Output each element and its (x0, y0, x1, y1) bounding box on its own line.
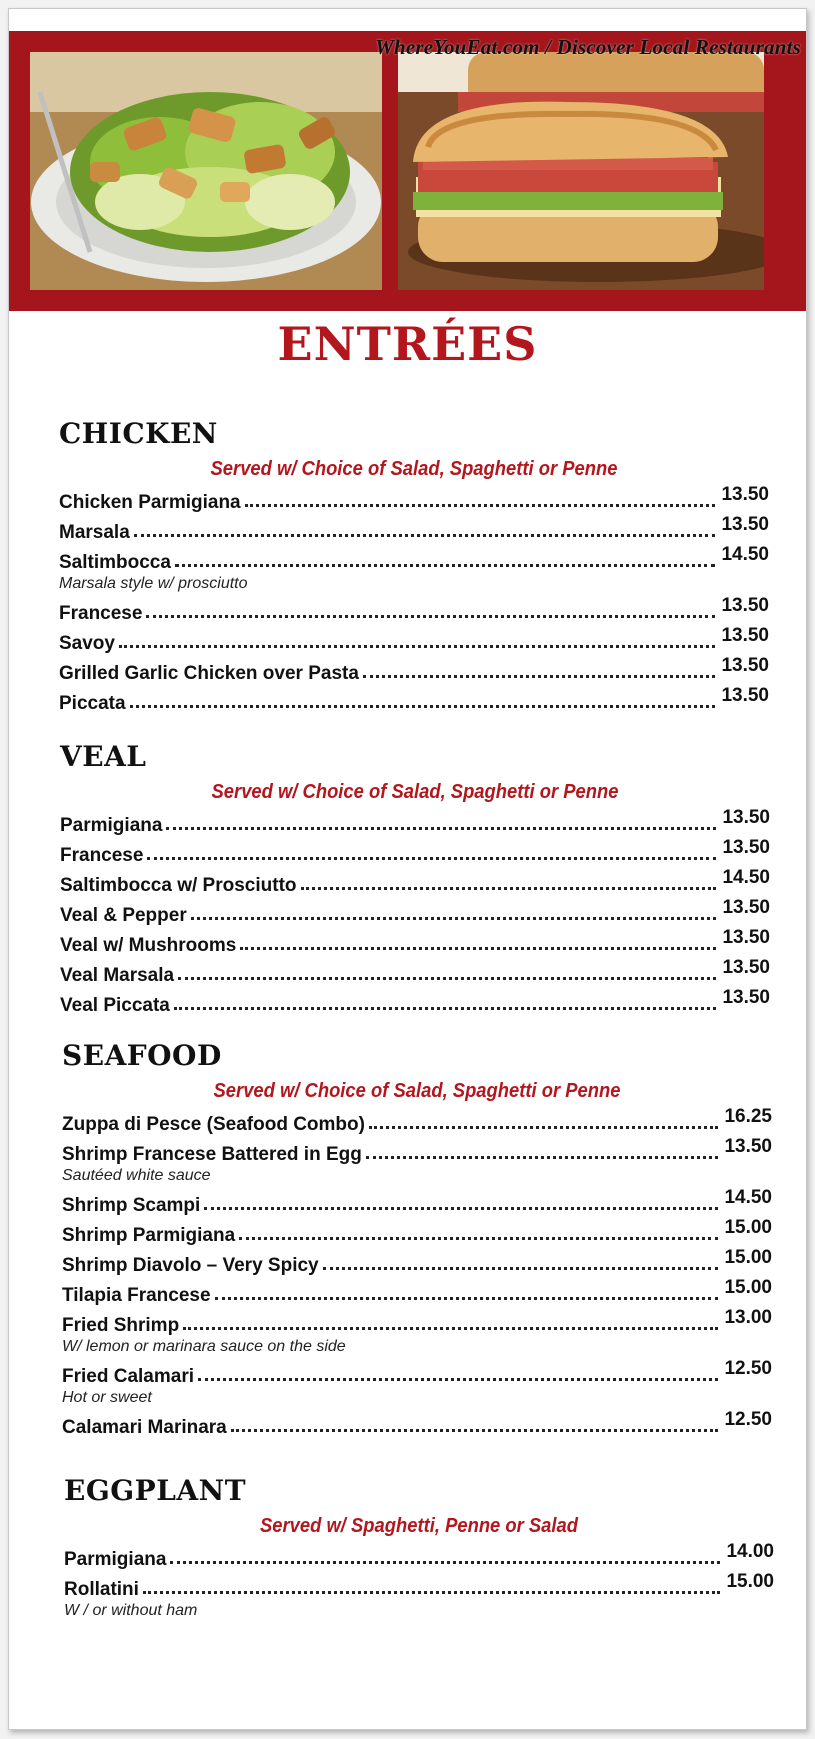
section-heading: VEAL (60, 740, 147, 773)
item-name: Veal Marsala (60, 965, 175, 986)
leader-dots (301, 887, 717, 890)
item-price: 14.50 (722, 867, 770, 888)
menu-item (64, 1541, 774, 1571)
item-price: 12.50 (724, 1358, 772, 1379)
item-name: Rollatini (64, 1579, 139, 1600)
menu-item (59, 625, 769, 655)
leader-dots (204, 1207, 718, 1210)
leader-dots (119, 645, 715, 648)
item-price: 13.50 (721, 595, 769, 616)
item-name: Parmigiana (64, 1549, 167, 1570)
item-price: 13.50 (722, 807, 770, 828)
item-price: 14.50 (724, 1187, 772, 1208)
leader-dots (183, 1327, 718, 1330)
item-price: 13.50 (721, 685, 769, 706)
item-name: Marsala (59, 522, 130, 543)
item-price: 15.00 (724, 1247, 772, 1268)
item-name: Francese (59, 603, 143, 624)
item-name: Fried Shrimp (62, 1315, 180, 1336)
item-name: Calamari Marinara (62, 1417, 227, 1438)
item-price: 12.50 (724, 1409, 772, 1430)
item-price: 16.25 (724, 1106, 772, 1127)
item-name: Shrimp Scampi (62, 1195, 201, 1216)
leader-dots (147, 857, 716, 860)
item-name: Fried Calamari (62, 1366, 194, 1387)
menu-item (62, 1247, 772, 1277)
item-name: Francese (60, 845, 144, 866)
menu-item (62, 1277, 772, 1307)
item-price: 14.00 (726, 1541, 774, 1562)
menu-item (60, 867, 770, 897)
item-name: Saltimbocca (59, 552, 171, 573)
menu-item (60, 927, 770, 957)
item-name: Shrimp Francese Battered in Egg (62, 1144, 362, 1165)
leader-dots (166, 827, 716, 830)
item-price: 13.50 (722, 987, 770, 1008)
menu-item (62, 1187, 772, 1217)
item-name: Shrimp Parmigiana (62, 1225, 236, 1246)
leader-dots (175, 564, 716, 567)
item-price: 13.50 (724, 1136, 772, 1157)
leader-dots (178, 977, 716, 980)
item-name: Veal & Pepper (60, 905, 187, 926)
menu-item (59, 685, 769, 715)
section-chicken (59, 414, 769, 715)
item-note: W / or without ham (64, 1602, 198, 1619)
item-price: 15.00 (724, 1277, 772, 1298)
page-title: ENTRÉES (277, 317, 538, 371)
item-price: 13.50 (721, 655, 769, 676)
caesar-salad-photo (30, 52, 382, 290)
item-name: Parmigiana (60, 815, 163, 836)
leader-dots (215, 1297, 719, 1300)
leader-dots (198, 1378, 718, 1381)
menu-item (60, 807, 770, 837)
item-name: Veal Piccata (60, 995, 170, 1016)
item-price: 13.00 (724, 1307, 772, 1328)
leader-dots (239, 1237, 718, 1240)
item-note: W/ lemon or marinara sauce on the side (62, 1338, 346, 1355)
item-name: Shrimp Diavolo – Very Spicy (62, 1255, 319, 1276)
leader-dots (146, 615, 715, 618)
leader-dots (231, 1429, 719, 1432)
menu-item (59, 484, 769, 514)
item-name: Zuppa di Pesce (Seafood Combo) (62, 1114, 365, 1135)
item-name: Tilapia Francese (62, 1285, 211, 1306)
item-name: Grilled Garlic Chicken over Pasta (59, 663, 359, 684)
menu-item (60, 837, 770, 867)
leader-dots (323, 1267, 719, 1270)
menu-item (62, 1217, 772, 1247)
item-price: 15.00 (724, 1217, 772, 1238)
item-name: Savoy (59, 633, 115, 654)
menu-item (62, 1307, 772, 1337)
menu-item (60, 897, 770, 927)
leader-dots (134, 534, 716, 537)
menu-item (62, 1358, 772, 1388)
leader-dots (130, 705, 716, 708)
leader-dots (240, 947, 716, 950)
leader-dots (143, 1591, 721, 1594)
menu-item (64, 1571, 774, 1601)
leader-dots (245, 504, 716, 507)
item-note: Sautéed white sauce (62, 1167, 211, 1184)
item-price: 15.00 (726, 1571, 774, 1592)
menu-item (59, 514, 769, 544)
menu-item (60, 987, 770, 1017)
menu-item (62, 1136, 772, 1166)
item-price: 13.50 (721, 514, 769, 535)
item-price: 13.50 (722, 957, 770, 978)
item-name: Chicken Parmigiana (59, 492, 241, 513)
menu-item (59, 655, 769, 685)
leader-dots (369, 1126, 718, 1129)
menu-item (59, 544, 769, 574)
sub-sandwich-photo (398, 52, 764, 290)
item-note: Marsala style w/ prosciutto (59, 575, 248, 592)
section-heading: SEAFOOD (62, 1039, 222, 1072)
watermark: WhereYouEat.com / Discover Local Restaurants (375, 35, 801, 59)
leader-dots (170, 1561, 720, 1564)
section-heading: CHICKEN (59, 417, 218, 450)
section-seafood (62, 1036, 772, 1439)
item-name: Veal w/ Mushrooms (60, 935, 237, 956)
item-price: 13.50 (722, 897, 770, 918)
header-banner (9, 31, 806, 311)
menu-item (60, 957, 770, 987)
item-price: 13.50 (721, 625, 769, 646)
item-name: Saltimbocca w/ Prosciutto (60, 875, 297, 896)
section-subheading: Served w/ Spaghetti, Penne or Salad (259, 1515, 579, 1537)
leader-dots (191, 917, 717, 920)
item-name: Piccata (59, 693, 126, 714)
item-price: 13.50 (721, 484, 769, 505)
section-subheading: Served w/ Choice of Salad, Spaghetti or Penne (210, 458, 618, 480)
section-veal (60, 737, 770, 1017)
item-price: 13.50 (722, 927, 770, 948)
leader-dots (363, 675, 716, 678)
section-subheading: Served w/ Choice of Salad, Spaghetti or Penne (211, 781, 619, 803)
section-heading: EGGPLANT (64, 1474, 247, 1507)
menu-item (59, 595, 769, 625)
section-subheading: Served w/ Choice of Salad, Spaghetti or Penne (213, 1080, 621, 1102)
item-price: 13.50 (722, 837, 770, 858)
leader-dots (366, 1156, 719, 1159)
leader-dots (174, 1007, 717, 1010)
item-note: Hot or sweet (62, 1389, 152, 1406)
menu-item (62, 1106, 772, 1136)
section-eggplant (64, 1471, 774, 1622)
item-price: 14.50 (721, 544, 769, 565)
menu-page (8, 8, 807, 1730)
menu-item (62, 1409, 772, 1439)
